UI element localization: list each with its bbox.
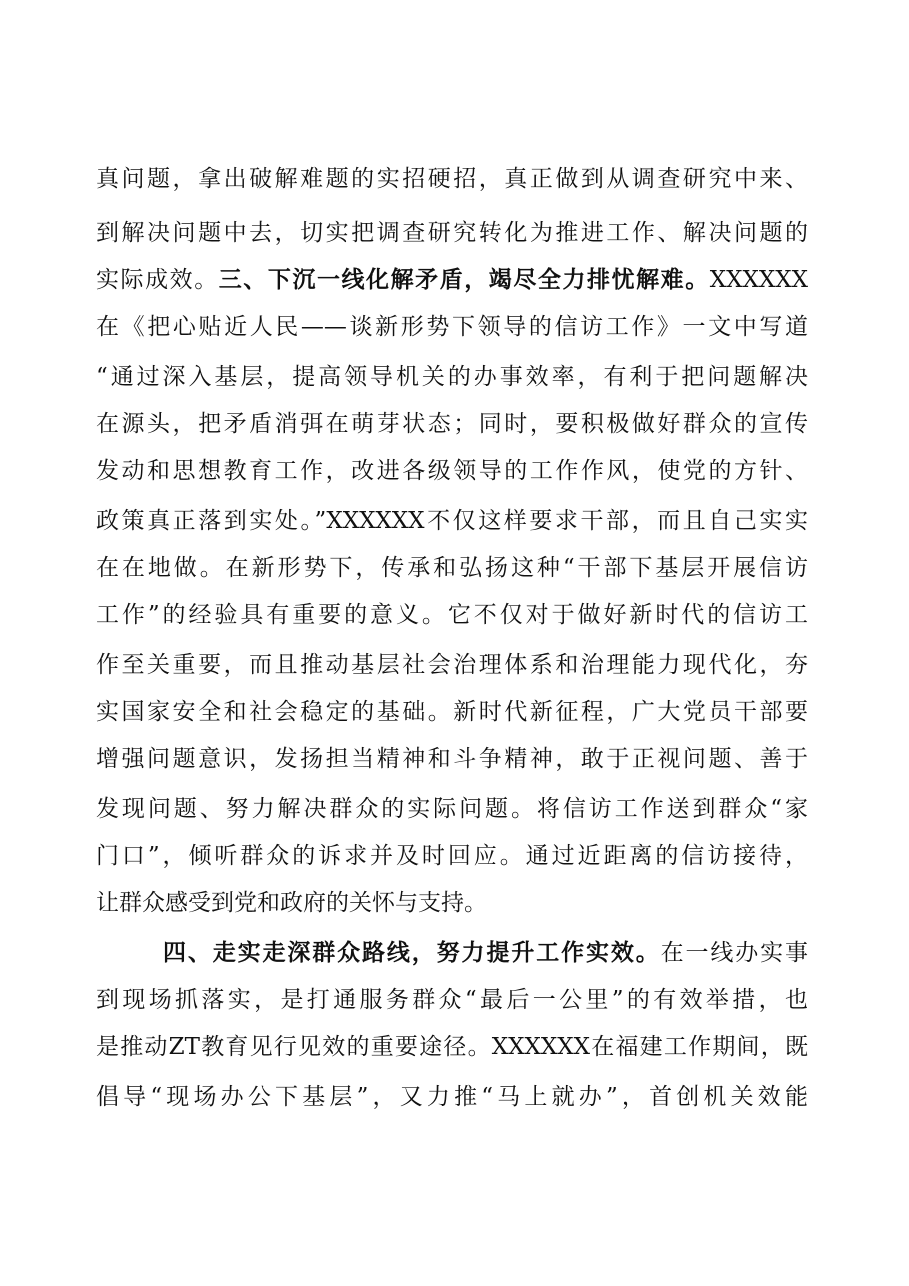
text-line (96, 310, 808, 344)
text-run: 真问题，拿出破解难题的实招硬招，真正做到从调查研究中来、 (96, 166, 808, 192)
text-run: 在在地做。在新形势下，传承和弘扬这种“干部下基层开展信访 (96, 555, 808, 581)
text-run: 门口”，倾听群众的诉求并及时回应。通过近距离的信访接待， (96, 843, 808, 869)
text-line (96, 648, 808, 682)
text-run: 发动和思想教育工作，改进各级领导的工作作风，使党的方针、 (96, 458, 808, 484)
text-line (96, 886, 808, 920)
section-heading-4: 四、走实走深群众路线，努力提升工作实效。 (163, 940, 661, 966)
text-run: 在《把心贴近人民——谈新形势下领导的信访工作》一文中写道 (96, 314, 808, 340)
text-run: 政策真正落到实处。”XXXXXX不仅这样要求干部，而且自己实实 (96, 508, 808, 534)
text-line (96, 742, 808, 776)
text-run: XXXXXX (709, 267, 809, 293)
text-run: 让群众感受到党和政府的关怀与支持。 (96, 890, 487, 916)
text-run: 实国家安全和社会稳定的基础。新时代新征程，广大党员干部要 (96, 699, 808, 725)
text-run: 是推动ZT教育见行见效的重要途径。XXXXXX在福建工作期间，既 (96, 1034, 808, 1060)
text-run: 工作”的经验具有重要的意义。它不仅对于做好新时代的信访工 (96, 602, 808, 628)
text-run: 倡导“现场办公下基层”，又力推“马上就办”，首创机关效能 (96, 1084, 808, 1110)
text-run: 到现场抓落实，是打通服务群众“最后一公里”的有效举措，也 (96, 987, 808, 1013)
text-run: 到解决问题中去，切实把调查研究转化为推进工作、解决问题的 (96, 220, 808, 246)
text-run: 在源头，把矛盾消弭在萌芽状态；同时，要积极做好群众的宣传 (96, 411, 808, 437)
text-line (96, 983, 808, 1017)
text-line (96, 504, 808, 538)
text-line (96, 839, 808, 873)
text-run: 实际成效。 (96, 267, 219, 293)
text-line (96, 598, 808, 632)
text-line (96, 792, 808, 826)
section-heading-3: 三、下沉一线化解矛盾，竭尽全力排忧解难。 (218, 267, 710, 293)
text-run: 作至关重要，而且推动基层社会治理体系和治理能力现代化，夯 (96, 652, 808, 678)
text-line (96, 263, 808, 297)
text-line (96, 551, 808, 585)
text-line (96, 216, 808, 250)
text-run: “通过深入基层，提高领导机关的办事效率，有利于把问题解决 (96, 364, 808, 390)
paragraph-first-line (163, 936, 808, 970)
text-line (96, 360, 808, 394)
text-line (96, 1030, 808, 1064)
text-line (96, 407, 808, 441)
text-run: 增强问题意识，发扬担当精神和斗争精神，敢于正视问题、善于 (96, 746, 808, 772)
text-run: 发现问题、努力解决群众的实际问题。将信访工作送到群众“家 (96, 796, 808, 822)
text-line (96, 454, 808, 488)
text-line (96, 1080, 808, 1114)
text-run: 在一线办实事 (660, 940, 809, 966)
text-line (96, 695, 808, 729)
text-line (96, 162, 808, 196)
